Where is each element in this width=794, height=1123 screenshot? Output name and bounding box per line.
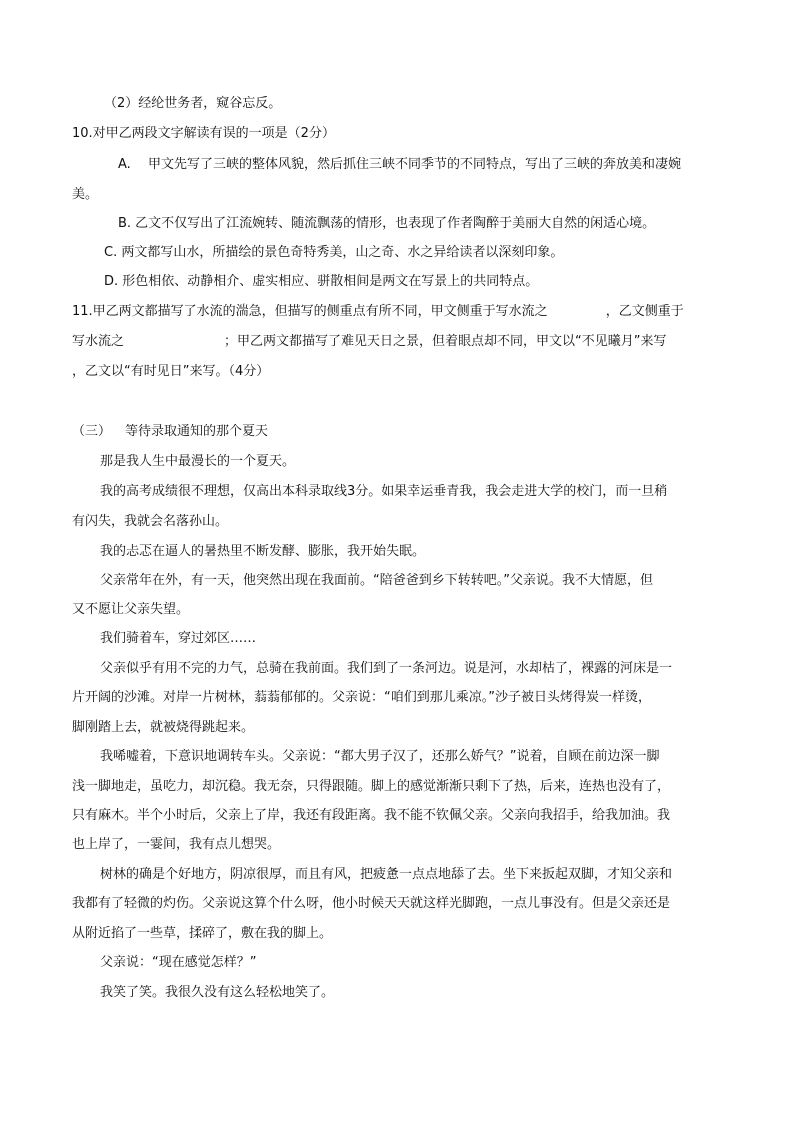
story-line: 我的忐忑在逼人的暑热里不断发酵、膨胀，我开始失眠。 xyxy=(100,544,426,559)
story-line: 脚刚踏上去，就被烧得跳起来。 xyxy=(72,720,255,735)
q10-option-a-cont: 美。 xyxy=(72,187,99,202)
story-line: 有闪失，我就会名落孙山。 xyxy=(72,514,229,529)
q10-option-d: D. 形色相依、动静相介、虚实相应、骈散相间是两文在写景上的共同特点。 xyxy=(104,274,539,289)
story-line: 我们骑着车，穿过郊区…… xyxy=(100,631,257,646)
section-number: （三） xyxy=(72,424,112,439)
q11-text-1a: 11.甲乙两文都描写了水流的湍急，但描写的侧重点有所不同，甲文侧重于写水流之 xyxy=(72,304,548,319)
story-line: 片开阔的沙滩。对岸一片树林，蓊蓊郁郁的。父亲说：“咱们到那儿乘凉。”沙子被日头烤得炭一样烫， xyxy=(72,690,651,705)
story-line: 只有麻木。半个小时后，父亲上了岸，我还有段距离。我不能不钦佩父亲。父亲向我招手，给我加油。我 xyxy=(72,808,671,823)
q11-line-2 xyxy=(72,332,667,352)
q11-text-1b: ，乙文侧重于 xyxy=(605,304,684,319)
story-line: 父亲常年在外，有一天，他突然出现在我面前。“陪爸爸到乡下转转吧。”父亲说。我不大情愿，但 xyxy=(100,573,653,588)
story-line: 父亲说：“现在感觉怎样？” xyxy=(100,955,257,970)
section-title: 等待录取通知的那个夏天 xyxy=(125,424,269,439)
q10-option-b: B. 乙文不仅写出了江流婉转、随流飘荡的情形，也表现了作者陶醉于美丽大自然的闲适心境。 xyxy=(118,216,656,231)
q11-text-2b: ；甲乙两文都描写了难见天日之景，但着眼点却不同，甲文以“不见曦月”来写 xyxy=(224,334,667,349)
q11-line-3: ，乙文以“有时见日”来写。（4分） xyxy=(72,364,270,379)
q10-option-c: C. 两文都写山水，所描绘的景色奇特秀美，山之奇、水之异给读者以深刻印象。 xyxy=(104,245,564,260)
q11-line-1 xyxy=(72,302,684,322)
q11-text-2a: 写水流之 xyxy=(72,334,125,349)
story-line: 我笑了笑。我很久没有这么轻松地笑了。 xyxy=(100,985,335,1000)
story-line: 又不愿让父亲失望。 xyxy=(72,602,190,617)
story-line: 树林的确是个好地方，阴凉很厚，而且有风，把疲惫一点点地舔了去。坐下来扳起双脚，才知父亲和 xyxy=(100,867,673,882)
section-heading xyxy=(72,422,268,442)
q9-item-2: （2）经纶世务者，窥谷忘反。 xyxy=(104,96,282,111)
story-line: 父亲似乎有用不完的力气，总骑在我前面。我们到了一条河边。说是河，水却枯了，裸露的河床是一 xyxy=(100,661,673,676)
story-line: 浅一脚地走，虽吃力，却沉稳。我无奈，只得跟随。脚上的感觉渐渐只剩下了热，后来，连热也没有了， xyxy=(72,779,671,794)
story-line: 也上岸了，一霎间，我有点儿想哭。 xyxy=(72,837,281,852)
story-line: 我唏嘘着，下意识地调转车头。父亲说：“都大男子汉了，还那么娇气？”说着，自顾在前边深一脚 xyxy=(100,749,660,764)
story-line: 我的高考成绩很不理想，仅高出本科录取线3分。如果幸运垂青我，我会走进大学的校门，而一旦稍 xyxy=(100,484,668,499)
story-line: 从附近掐了一些草，揉碎了，敷在我的脚上。 xyxy=(72,926,333,941)
q10-option-a-label: A. xyxy=(118,157,131,172)
q10-stem: 10.对甲乙两段文字解读有误的一项是（2分） xyxy=(72,126,335,141)
q10-option-a: 甲文先写了三峡的整体风貌，然后抓住三峡不同季节的不同特点，写出了三峡的奔放美和凄婉 xyxy=(148,157,682,172)
story-line: 那是我人生中最漫长的一个夏天。 xyxy=(100,454,296,469)
story-line: 我都有了轻微的灼伤。父亲说这算个什么呀，他小时候天天就这样光脚跑，一点儿事没有。但是父亲还是 xyxy=(72,896,671,911)
